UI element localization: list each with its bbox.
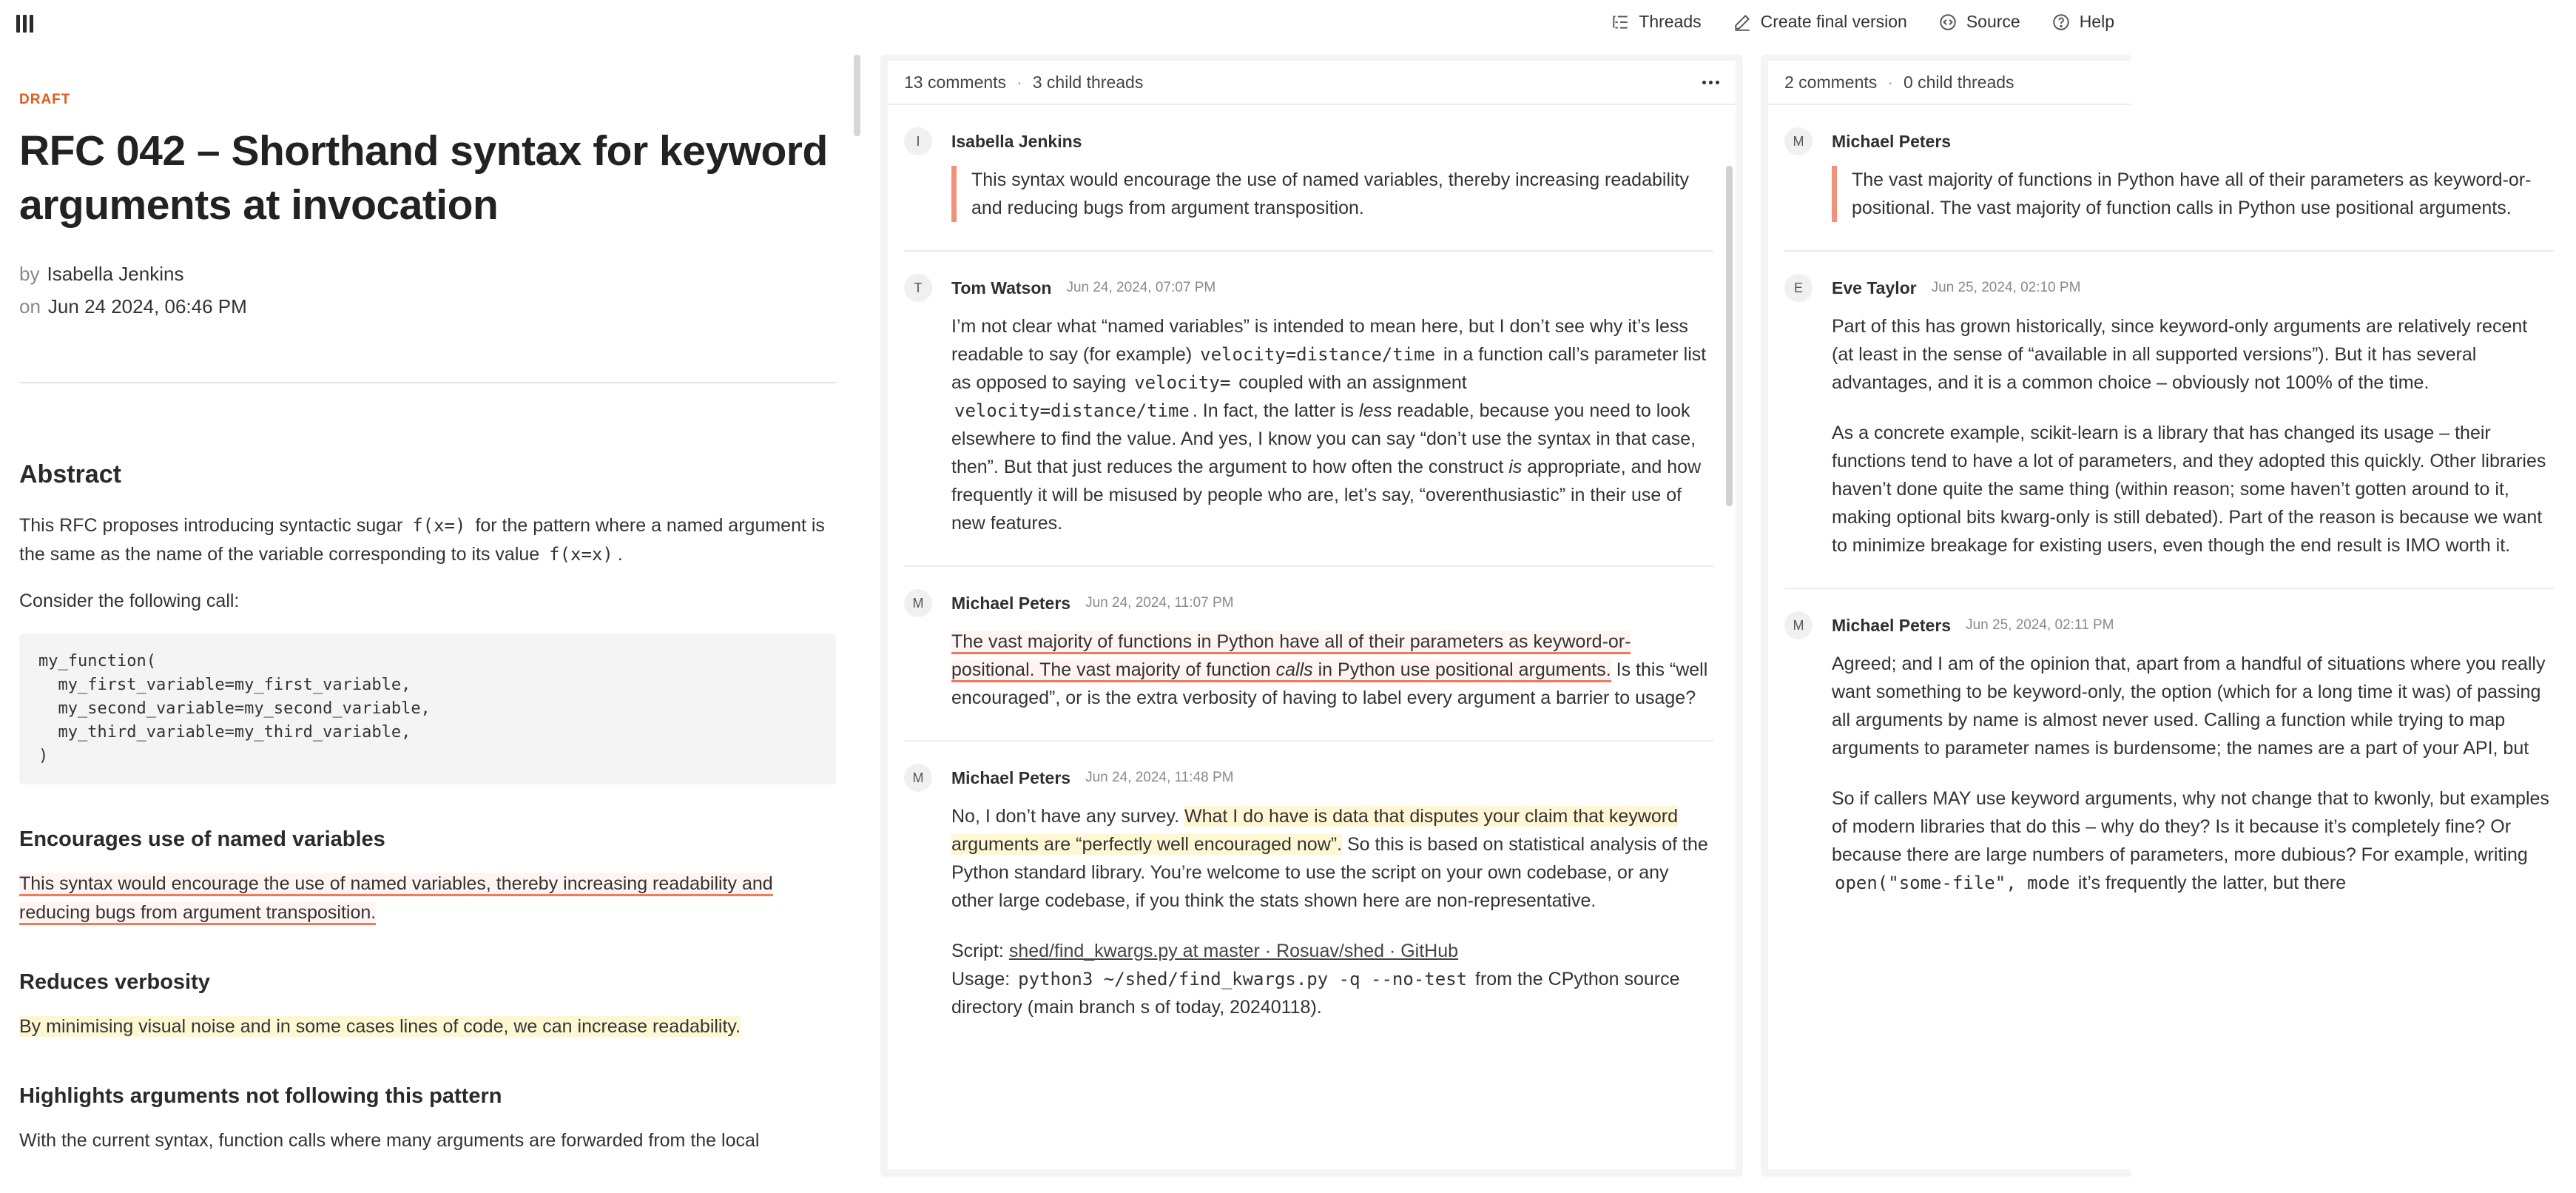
highlighted-text[interactable] (951, 631, 1631, 682)
menu-icon[interactable] (16, 15, 37, 34)
emphasis: is (1508, 457, 1523, 477)
quoted-text: The vast majority of functions in Python have all of their parameters as keyword-or-positional. The vast majority of function calls in Python use positional arguments. (1832, 166, 2554, 222)
top-bar (0, 0, 2131, 50)
comment-text: So this is based on statistical analysis of the Python standard library. You’re welcome to use the script on your own codebase, or any other large codebase, if you think the stats shown here are non-representative. (951, 834, 1708, 911)
comment-timestamp: Jun 24, 2024, 11:48 PM (1085, 770, 1234, 785)
comment-text: So if callers MAY use keyword arguments, why not change that to kwonly, but examples of modern libraries that do this – why do they? Is it because it’s completely fine? Or because there are large numbers of parameters, more dubious? For example, writing (1832, 788, 2549, 865)
source-icon (1938, 13, 1958, 32)
highlighted-text[interactable]: What I do have is data that disputes your claim that keyword arguments are “perfectly well encouraged now”. (951, 806, 1679, 855)
comment-timestamp: Jun 25, 2024, 02:11 PM (1966, 617, 2114, 633)
avatar: M (904, 764, 932, 792)
quoted-text: This syntax would encourage the use of named variables, thereby increasing readability and reducing bugs from argument transposition. (951, 166, 1713, 222)
comment-author: Eve Taylor (1832, 278, 1917, 298)
thread-header: 2 comments · 0 child threads (1768, 61, 2131, 105)
comment-body (951, 628, 1713, 712)
doc-date: Jun 24 2024, 06:46 PM (47, 295, 247, 317)
highlighted-text[interactable]: By minimising visual noise and in some cases lines of code, we can increase readability. (19, 1016, 741, 1037)
comment (904, 565, 1713, 712)
comment-timestamp: Jun 24, 2024, 07:07 PM (1066, 280, 1216, 295)
highlight-part: The vast majority of functions in Python have all of their parameters as keyword-or-positional. The vast majority of function (951, 631, 1631, 680)
top-actions (1611, 12, 2114, 32)
inline-code: velocity= (1134, 372, 1231, 393)
abstract-code-1: f(x=) (412, 515, 466, 536)
comment-text: coupled with an assignment (1238, 372, 1467, 393)
highlighted-text[interactable]: This syntax would encourage the use of named variables, thereby increasing readability and reducing bugs from argument transposition. (19, 873, 773, 925)
comment-text: No, I don’t have any survey. (951, 806, 1180, 827)
abstract-paragraph (19, 511, 836, 569)
comment-text: I’m not clear what “named variables” is intended to mean here, but I don’t see why it’s less readable to say (for example) (951, 316, 1688, 365)
abstract-text-c: . (617, 544, 623, 565)
by-label: by (19, 263, 40, 285)
highlight-part: in Python use positional arguments. (1318, 659, 1611, 680)
thread-panel-1 (880, 55, 1743, 1177)
help-button[interactable] (2051, 12, 2114, 32)
comment-author: Isabella Jenkins (951, 131, 1082, 151)
usage-label: Usage: (951, 969, 1011, 989)
comment-text: Is this “well encouraged”, or is the extra verbosity of having to label every argument a barrier to usage? (951, 659, 1708, 708)
heading-highlights-arguments: Highlights arguments not following this pattern (19, 1084, 502, 1108)
comment-body (1832, 312, 2554, 559)
comment-text: As a concrete example, scikit-learn is a library that has changed its usage – their functions tend to have a lot of parameters, and they adopted this quickly. Other libraries haven’t done quite the same thing (within reason; some haven’t gotten around to it, making optional bits kwarg-only is still debated). Part of the reason is because we want to minimize breakage for existing users, even though the end result is IMO worth it. (1832, 423, 2546, 556)
divider (19, 382, 836, 383)
comment-body (1832, 650, 2554, 897)
inline-code: velocity=distance/time (954, 400, 1190, 421)
consider-text: Consider the following call: (19, 591, 240, 611)
create-final-version-button[interactable] (1733, 12, 1907, 32)
heading-named-variables: Encourages use of named variables (19, 827, 385, 851)
heading-reduces-verbosity: Reduces verbosity (19, 970, 210, 994)
source-label: Source (1966, 12, 2020, 31)
comment (1784, 588, 2554, 897)
thread-header: 13 comments · 3 child threads (888, 61, 1736, 105)
comment-timestamp: Jun 25, 2024, 02:10 PM (1931, 280, 2081, 295)
comment-author: Michael Peters (951, 767, 1071, 787)
comment-author: Michael Peters (1832, 131, 1952, 151)
threads-label: Threads (1639, 12, 1702, 31)
code-block: my_function( my_first_variable=my_first_variable, my_second_variable=my_second_variable, my_third_variable=my_third_variable, ) (19, 634, 836, 784)
inline-code: velocity=distance/time (1200, 344, 1436, 365)
abstract-code-2: f(x=x) (549, 544, 613, 565)
thread-panel-2 (1761, 55, 2549, 1177)
status-badge: DRAFT (19, 92, 71, 107)
avatar: T (904, 274, 932, 302)
comment-text: Agreed; and I am of the opinion that, apart from a handful of situations where you really want something to be keyword-only, the option (which for a long time it was) of passing all arguments by name is almost never used. Calling a function while trying to map arguments to parameter names is burdensome; the names are a part of your API, but (1832, 653, 2546, 759)
threads-icon (1611, 13, 1630, 32)
doc-meta (19, 258, 836, 323)
avatar: I (904, 127, 932, 155)
comment-body (951, 802, 1713, 1021)
emphasis: calls (1275, 659, 1313, 680)
inline-code: open("some-file", mode (1835, 873, 2070, 893)
on-label: on (19, 295, 41, 317)
pencil-icon (1733, 13, 1752, 32)
comment-text: in a function call’s parameter list as opposed to saying (951, 344, 1707, 393)
script-link[interactable]: shed/find_kwargs.py at master · Rosuav/shed · GitHub (1008, 941, 1459, 961)
child-threads-count: 0 child threads (1903, 72, 2014, 92)
comment-text: it’s frequently the latter, but there (2077, 873, 2347, 893)
source-button[interactable] (1938, 12, 2020, 32)
abstract-text-a: This RFC proposes introducing syntactic sugar (19, 515, 403, 536)
script-label: Script: (951, 941, 1004, 961)
create-final-version-label: Create final version (1760, 12, 1907, 31)
comment (904, 740, 1713, 1021)
page-title: RFC 042 – Shorthand syntax for keyword arguments at invocation (19, 127, 828, 229)
comment-text: readable, because you need to look elsewhere to find the value. And yes, I know you can say “don’t use the syntax in that case, then”. But that just reduces the argument to how often the construct (951, 400, 1696, 477)
more-options-icon[interactable] (1702, 81, 1719, 84)
thread-quote (1784, 105, 2554, 222)
avatar: E (1784, 274, 1813, 302)
abstract-text-b: for the pattern where a named argument is the same as the name of the variable corresponding to its value (19, 515, 825, 565)
child-threads-count: 3 child threads (1032, 72, 1144, 92)
avatar: M (1784, 127, 1813, 155)
verbosity-paragraph[interactable] (19, 1012, 836, 1041)
threads-button[interactable] (1611, 12, 1701, 32)
doc-author: Isabella Jenkins (47, 263, 184, 285)
comment-text: appropriate, and how frequently it will be misused by people who are, let’s say, “overenthusiastic” in their use of new features. (951, 457, 1702, 534)
comment (1784, 250, 2554, 559)
avatar: M (1784, 611, 1813, 639)
rfc-document (19, 50, 836, 1193)
avatar: M (904, 589, 932, 617)
help-label: Help (2079, 12, 2114, 31)
comment-author: Tom Watson (951, 278, 1052, 298)
comment-author: Michael Peters (1832, 615, 1952, 635)
highlights-paragraph: With the current syntax, function calls where many arguments are forwarded from the local (19, 1130, 760, 1151)
comments-count: 2 comments (1784, 72, 1878, 92)
comment-body (951, 312, 1713, 537)
named-variables-paragraph[interactable] (19, 870, 836, 927)
comment-text: . In fact, the latter is (1192, 400, 1355, 421)
help-icon (2051, 13, 2071, 32)
inline-code: python3 ~/shed/find_kwargs.py -q --no-test (1018, 969, 1468, 989)
abstract-heading: Abstract (19, 460, 121, 488)
comment (904, 250, 1713, 537)
thread-scrollbar[interactable] (1726, 166, 1733, 506)
comment-timestamp: Jun 24, 2024, 11:07 PM (1085, 595, 1234, 611)
comment-author: Michael Peters (951, 593, 1071, 613)
comments-count: 13 comments (904, 72, 1007, 92)
emphasis: less (1359, 400, 1392, 421)
comment-text: from the CPython source directory (main branch s of today, 20240118). (951, 969, 1680, 1018)
document-scrollbar[interactable] (854, 55, 860, 136)
thread-quote (904, 105, 1713, 222)
comment-text: Part of this has grown historically, since keyword-only arguments are relatively recent (at least in the sense of “available in all supported versions”). But it has several advantages, and it is a common choice – obviously not 100% of the time. (1832, 316, 2528, 393)
